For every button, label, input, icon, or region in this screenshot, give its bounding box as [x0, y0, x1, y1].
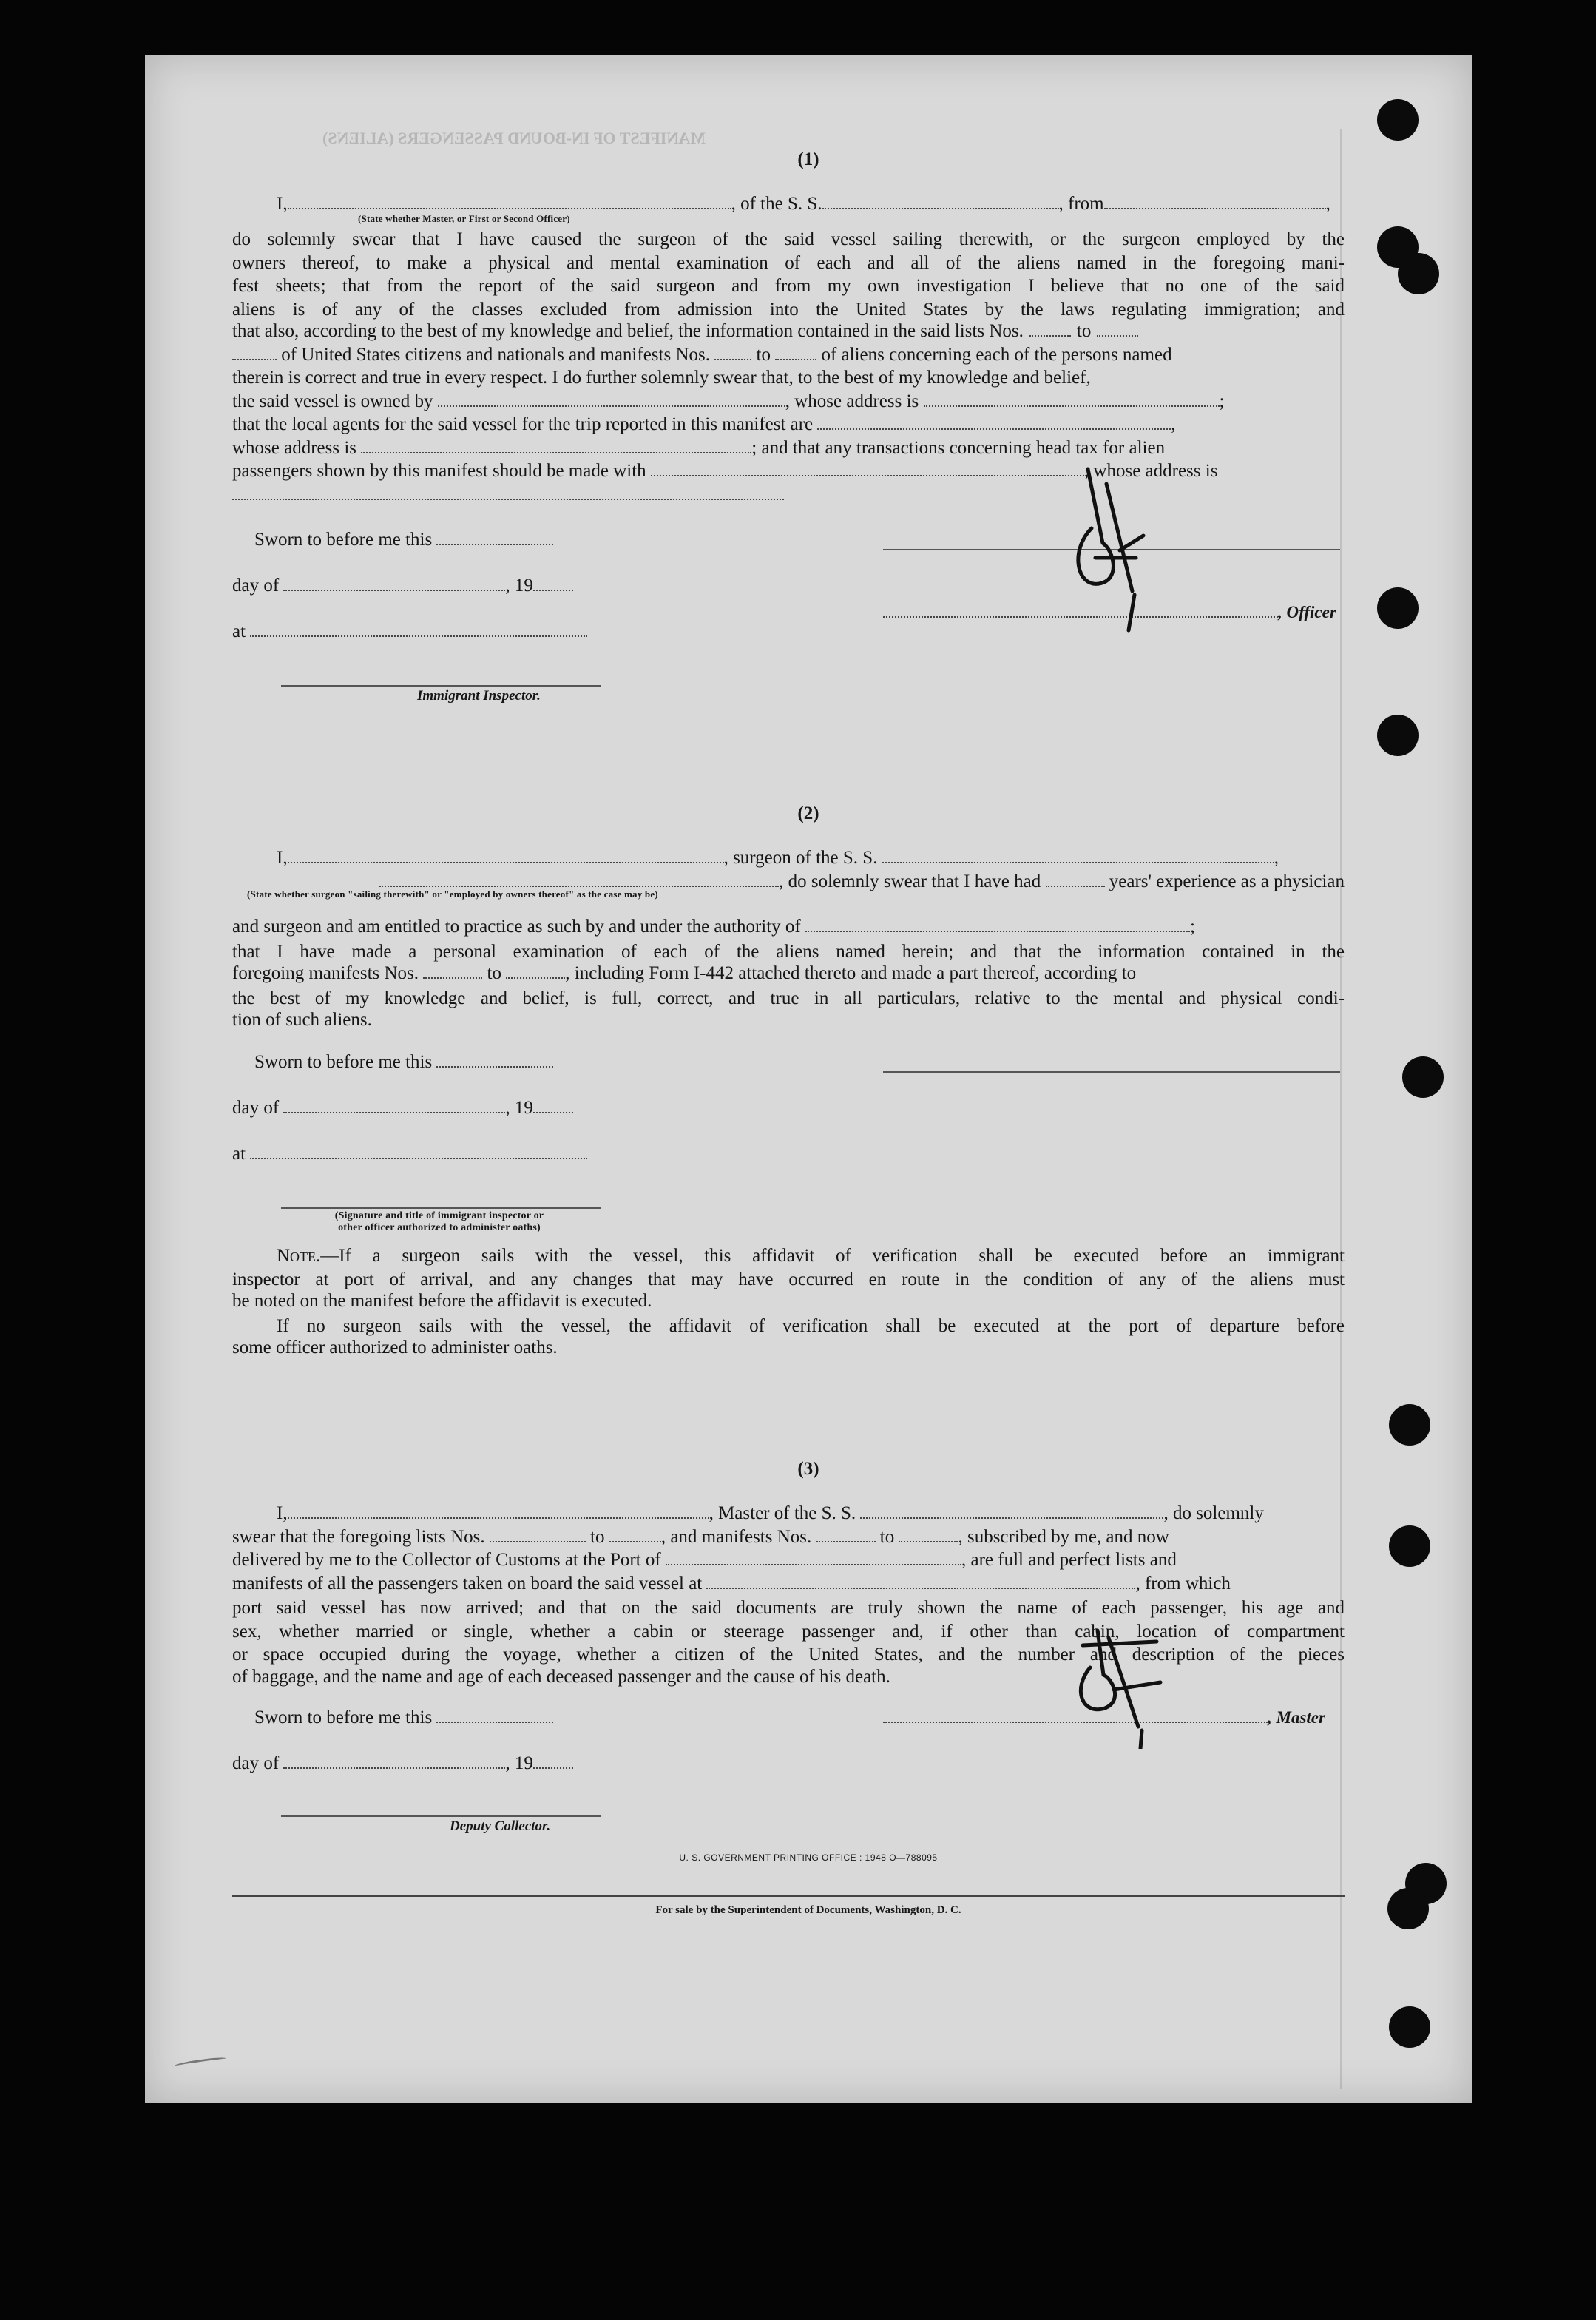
- s3-collector-signature-line: [281, 1815, 601, 1817]
- bottom-rule: [232, 1895, 1345, 1897]
- section-1-number: (1): [797, 149, 819, 169]
- s1-at-label: at: [232, 621, 587, 642]
- s1-i-label: I,: [277, 194, 288, 214]
- s2-day-of-label: day of , 19: [232, 1098, 573, 1119]
- s2-note: Note.—If a surgeon sails with the vessel, this affidavit of verification shall be executed before an immigrant inspector at port of arrival, and any changes that may have occurred en route in the condition of any of the aliens must be noted on the manifest before the affidavit is executed. If no surgeon sails with the vessel, the affidavit of verification shall be executed at the port of departure before some officer authorized to administer oaths.: [232, 1246, 1345, 1358]
- s2-signature-caption: (Signature and title of immigrant inspector or other officer authorized to administer oaths): [334, 1210, 544, 1233]
- section-3-number: (3): [797, 1459, 819, 1479]
- binder-hole: [1377, 715, 1419, 756]
- binder-hole: [1389, 2006, 1430, 2048]
- s2-officer-signature-line: [281, 1207, 601, 1209]
- s2-sworn-label: Sworn to before me this: [254, 1052, 553, 1073]
- s1-paragraph: do solemnly swear that I have caused the surgeon of the said vessel sailing therewith, or the surgeon employed by the owners thereof, to make a physical and mental examination of each and all of the aliens named in the foregoing mani- fest sheets; that from the report of the said surgeon and from my own investigation I believe that no one of the said aliens is of any of the classes excluded from admission into the United States by the laws regulating immigration; and: [232, 229, 1345, 320]
- section-2-number: (2): [797, 803, 819, 823]
- binder-hole: [1389, 1525, 1430, 1567]
- master-signature-mark: [1068, 1623, 1171, 1749]
- s3-deputy-caption: Deputy Collector.: [450, 1818, 551, 1834]
- for-sale-notice: For sale by the Superintendent of Documents, Washington, D. C.: [655, 1904, 961, 1916]
- s1-officer-note: (State whether Master, or First or Second Officer): [358, 213, 570, 224]
- s2-at-label: at: [232, 1144, 587, 1164]
- s1-day-of-label: day of , 19: [232, 576, 573, 596]
- s1-from-label: , from: [1058, 194, 1104, 214]
- s3-sworn-label: Sworn to before me this: [254, 1707, 553, 1728]
- s1-inspector-signature-line: [281, 685, 601, 687]
- s3-day-of-label: day of , 19: [232, 1753, 573, 1774]
- right-margin-guide: [1340, 129, 1342, 2089]
- s3-master-label: , Master: [883, 1707, 1325, 1728]
- s1-officer-label: , Officer: [883, 602, 1336, 623]
- note-label: Note.: [277, 1246, 321, 1266]
- s1-sworn-label: Sworn to before me this: [254, 530, 553, 550]
- binder-hole: [1377, 587, 1419, 629]
- manifest-back-page: [145, 55, 1472, 2102]
- s1-ss-label: , of the S. S.: [731, 194, 822, 214]
- binder-hole: [1402, 1056, 1444, 1098]
- bottom-left-pencil-mark: [175, 2056, 226, 2068]
- s2-surgeon-signature-line: [883, 1071, 1340, 1073]
- officer-signature-mark: [1062, 439, 1151, 639]
- binder-hole: [1398, 253, 1439, 294]
- s2-surgeon-note: (State whether surgeon "sailing therewith" or "employed by owners thereof" as the case may be): [247, 888, 658, 900]
- section-3-oath: I, , Master of the S. S. , do solemnly swear that the foregoing lists Nos. to , and manifests Nos. to , subscribed by me, and now delivered by me to the Collector of Customs at the Port of , are full and perfect lists and manifests of all the passengers taken on board the said vessel at , from which port said vessel has now arrived; and that on the said documents are truly shown the name of each passenger, his age and sex, whether married or single, whether a cabin or steerage passenger and, if other than cabin, location of compartment or space occupied during the voyage, whether a citizen of the United States, and the number and description of the pieces of baggage, and the name and age of each deceased passenger and the cause of his death.: [232, 1503, 1345, 1687]
- binder-hole: [1389, 1404, 1430, 1446]
- faded-header-text: MANIFEST OF IN-BOUND PASSENGERS (ALIENS): [322, 129, 706, 147]
- s1-inspector-caption: Immigrant Inspector.: [417, 688, 541, 704]
- printing-office-imprint: U. S. GOVERNMENT PRINTING OFFICE : 1948 O—788095: [679, 1852, 938, 1863]
- binder-hole: [1377, 99, 1419, 141]
- section-2-oath: I, , surgeon of the S. S. , , do solemnly swear that I have had years' experience as a physician (State whether surgeon "sailing therewith" or "employed by owners thereof" as the case may be) and surgeon and am entitled to practice as such by and under the authority of ; that I have made a personal examination of each of the aliens named herein; and that the information contained in the foregoing manifests Nos. to , including Form I-442 attached thereto and made a part thereof, according to the best of my knowledge and belief, is full, correct, and true in all particulars, relative to the mental and physical condi- tion of such aliens.: [232, 848, 1345, 1030]
- binder-hole: [1387, 1888, 1429, 1929]
- section-1-oath: I, , of the S. S. , from , (State whether Master, or First or Second Officer) do solemnly swear that I have caused the surgeon of the said vessel sailing therewith, or the surgeon employed by the owners thereof, to make a physical and mental examination of each and all of the aliens named in the foregoing mani- fest sheets; that from the report of the said surgeon and from my own investigation I believe that no one of the said aliens is of any of the classes excluded from admission into the United States by the laws regulating immigration; and that also, according to the best of my knowledge and belief, the information contained in the said lists Nos. to of United States citizens and nationals and manifests Nos. to of aliens concerning each of the persons named therein is correct and true in every respect. I do further solemnly swear that, to the best of my knowledge and belief, the said vessel is owned by , whose address is ; that the local agents for the said vessel for the trip reported in this manifest are , whose address is ; and that any transactions concerning head tax for alien passengers shown by this manifest should be made with , whose address is: [232, 194, 1345, 499]
